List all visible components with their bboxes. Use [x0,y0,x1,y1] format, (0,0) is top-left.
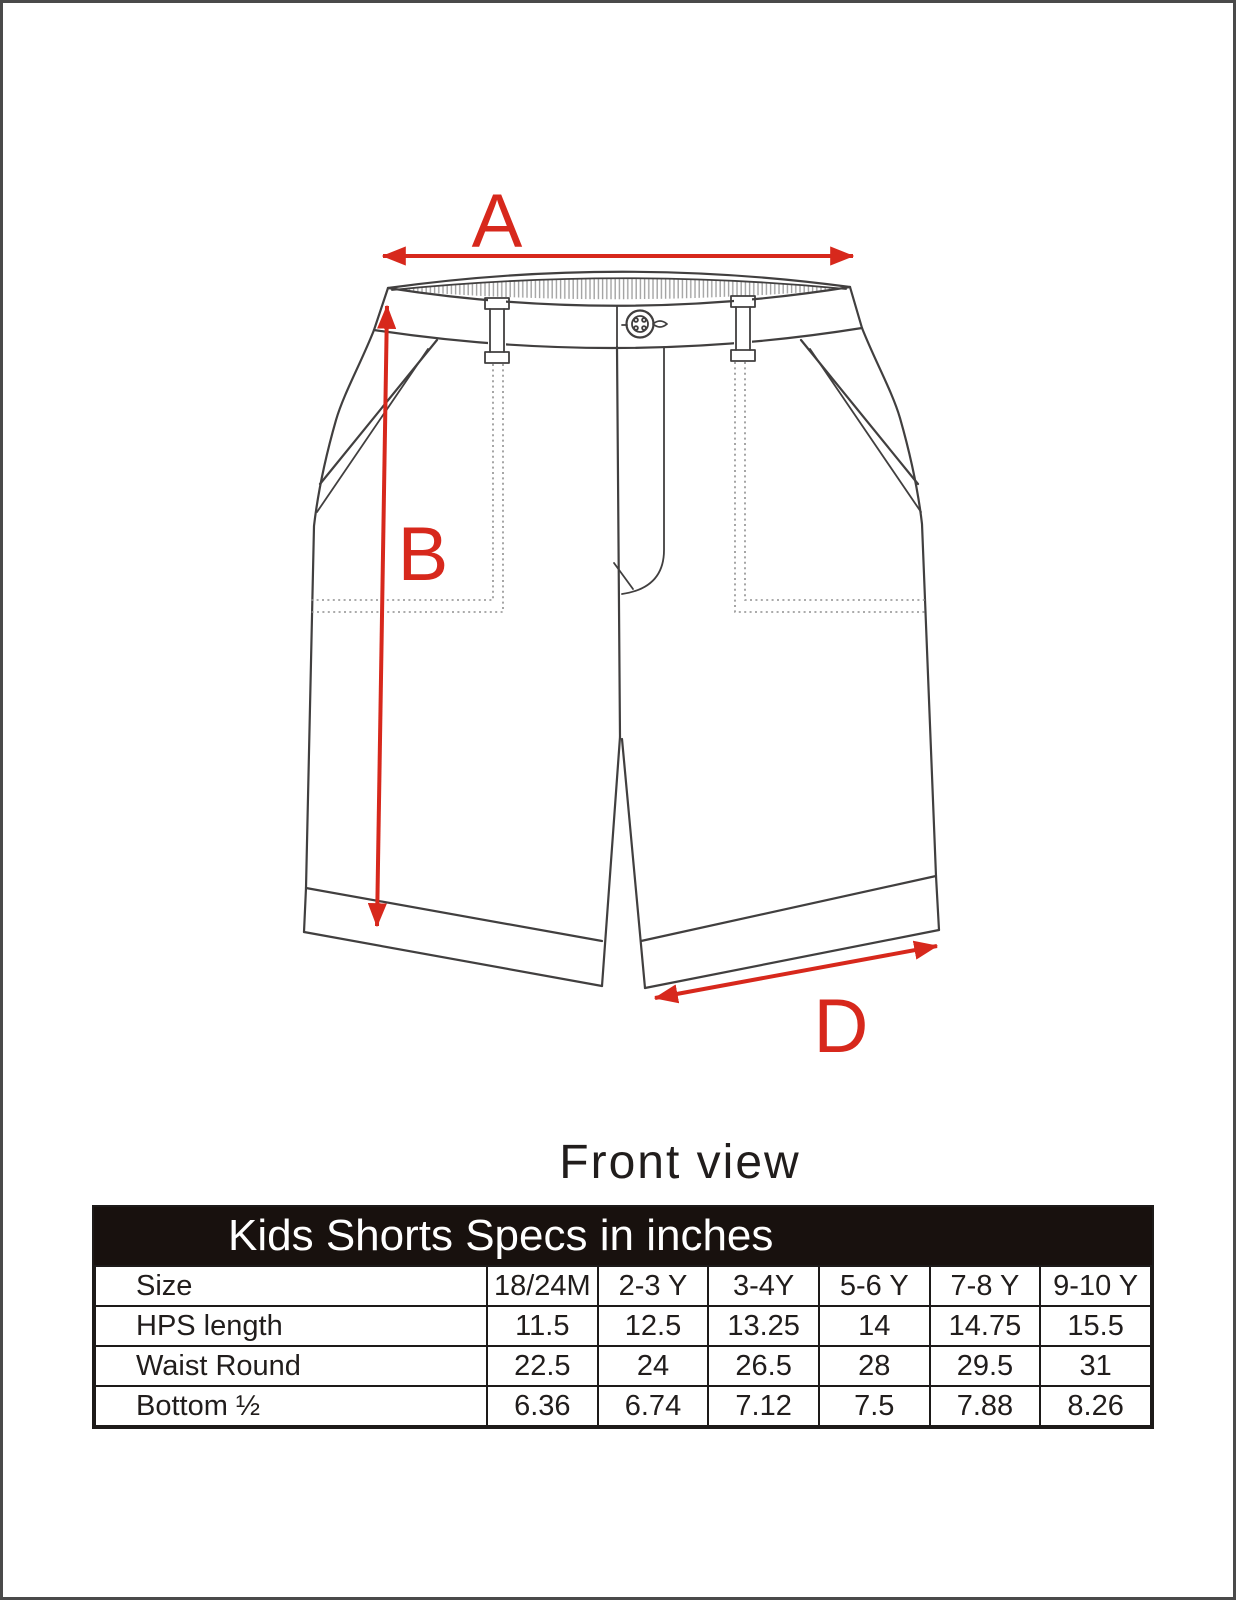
left-inseam [602,737,620,986]
waistband-right-edge [850,287,862,328]
measure-label-d: D [813,984,869,1069]
left-hem-stitch [306,888,602,941]
cell-value: 22.5 [487,1346,598,1386]
drawing-caption: Front view [559,1136,801,1189]
cell-value: 8.26 [1040,1386,1151,1426]
cell-value: 26.5 [708,1346,819,1386]
measure-arrow-side-length [377,306,387,926]
cell-value: 13.25 [708,1306,819,1346]
center-front-seam [617,347,620,737]
measure-arrow-bottom-width [655,946,937,998]
measure-label-b: B [397,512,449,597]
table-row-hps-length [95,1306,1151,1346]
left-side-seam [304,330,374,932]
fly-bartack [614,563,633,589]
spec-table-title: Kids Shorts Specs in inches [94,1207,1152,1265]
cell-value: 6.74 [598,1386,709,1426]
cell-value: 24 [598,1346,709,1386]
cell-value: 11.5 [487,1306,598,1346]
cell-value: 31 [1040,1346,1151,1386]
button-hole-dot [634,318,638,322]
measure-label-a: A [471,179,523,264]
cell-value: 29.5 [930,1346,1041,1386]
table-row-waist-round [95,1346,1151,1386]
column-header: 18/24M [487,1266,598,1306]
cell-value: 6.36 [487,1386,598,1426]
row-label: HPS length [95,1306,487,1346]
button-hole-dot [634,326,638,330]
column-header-size: Size [95,1266,487,1306]
cell-value: 7.12 [708,1386,819,1426]
column-header: 5-6 Y [819,1266,930,1306]
waistband-bottom-edge [374,328,862,348]
row-label: Bottom ½ [95,1386,487,1426]
table-row-bottom-half [95,1386,1151,1426]
left-hem-edge [304,932,602,986]
row-label: Waist Round [95,1346,487,1386]
fly-j-stitch [622,347,664,594]
buttonhole-icon [653,321,667,327]
button-hole-dot [642,326,646,330]
spec-table [92,1205,1154,1429]
column-header: 3-4Y [708,1266,819,1306]
column-header: 9-10 Y [1040,1266,1151,1306]
right-hem-stitch [641,876,936,941]
cell-value: 14 [819,1306,930,1346]
cell-value: 28 [819,1346,930,1386]
right-pocket-bag-stitch-outer [735,362,926,612]
size-spec-grid [94,1265,1152,1427]
right-side-seam [862,328,939,930]
button-icon [627,311,654,338]
cell-value: 12.5 [598,1306,709,1346]
table-row-sizes [95,1266,1151,1306]
cell-value: 7.5 [819,1386,930,1426]
right-inseam [622,739,645,988]
right-hem-edge [645,930,939,988]
column-header: 7-8 Y [930,1266,1041,1306]
cell-value: 7.88 [930,1386,1041,1426]
cell-value: 15.5 [1040,1306,1151,1346]
column-header: 2-3 Y [598,1266,709,1306]
button-hole-dot [642,318,646,322]
cell-value: 14.75 [930,1306,1041,1346]
